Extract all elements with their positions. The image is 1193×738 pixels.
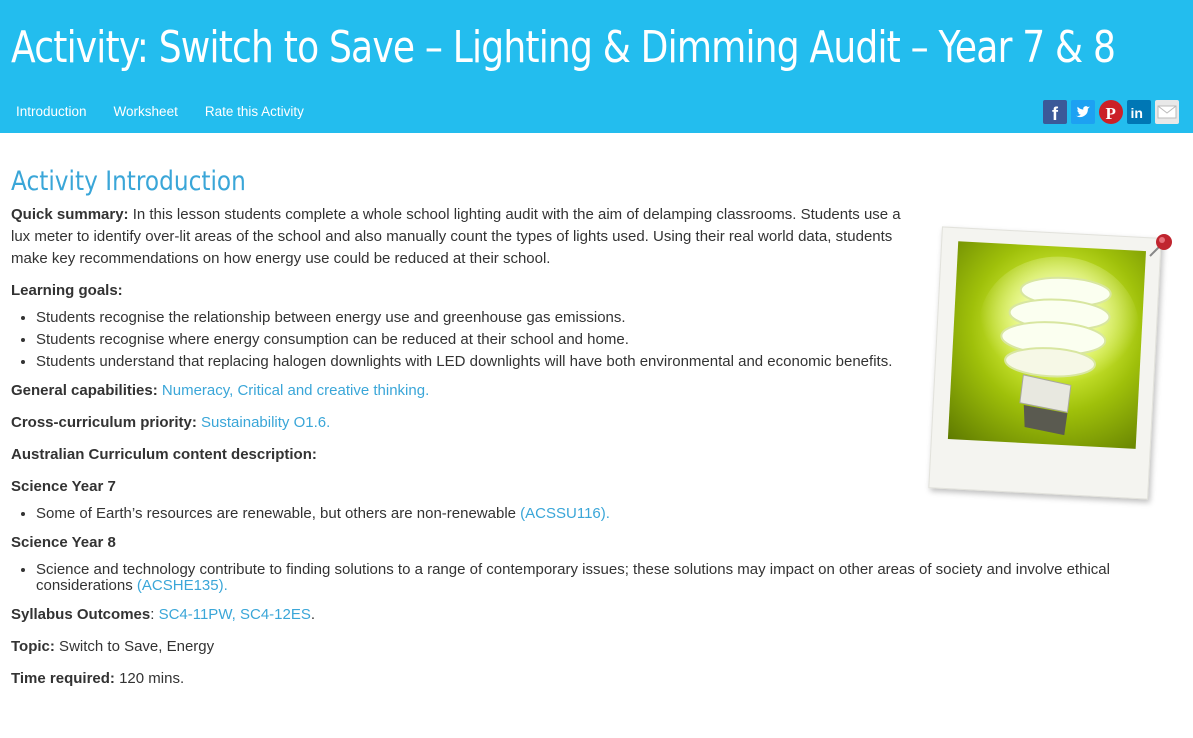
science-year7-item-text: Some of Earth’s resources are renewable, but others are non-renewable xyxy=(36,505,521,522)
nav-introduction[interactable]: Introduction xyxy=(16,104,87,119)
page-title: Activity: Switch to Save – Lighting & Dimming Audit – Year 7 & 8 xyxy=(11,22,1116,73)
list-item: • Students recognise where energy consumption can be reduced at their school and home. xyxy=(36,332,911,348)
list-item: • Students understand that replacing halogen downlights with LED downlights will have both environmental and economic benefits. xyxy=(36,354,911,370)
learning-goals-label: Learning goals: xyxy=(11,282,123,299)
facebook-icon[interactable] xyxy=(1043,100,1067,124)
page-header xyxy=(0,0,1193,133)
syllabus-end: . xyxy=(310,606,316,623)
twitter-icon[interactable] xyxy=(1071,100,1095,124)
syllabus-link[interactable]: SC4-11PW, SC4-12ES xyxy=(158,606,311,623)
syllabus-outcomes xyxy=(11,604,911,626)
general-capabilities-link[interactable]: Numeracy, Critical and creative thinking. xyxy=(161,382,430,399)
general-capabilities-label: General capabilities: xyxy=(11,382,158,399)
topic-label: Topic: xyxy=(11,638,55,655)
lightbulb-image xyxy=(948,241,1146,449)
nav-bar xyxy=(16,104,331,119)
nav-rate-activity[interactable]: Rate this Activity xyxy=(204,104,304,119)
list-item xyxy=(36,506,911,522)
science-year8-label: Science Year 8 xyxy=(11,534,116,551)
pushpin-icon xyxy=(1140,226,1180,266)
cross-curriculum-label: Cross-curriculum priority: xyxy=(11,414,197,431)
nav-worksheet[interactable]: Worksheet xyxy=(113,104,178,119)
cross-curriculum xyxy=(11,412,911,434)
time-text: 120 mins. xyxy=(114,670,185,687)
quick-summary xyxy=(11,204,906,270)
science-year7-list xyxy=(36,506,911,522)
science-year7-label: Science Year 7 xyxy=(11,478,116,495)
list-item: • Students recognise the relationship between energy use and greenhouse gas emissions. xyxy=(36,310,911,326)
svg-text:in: in xyxy=(1130,105,1143,121)
section-title: Activity Introduction xyxy=(11,166,246,197)
science-year8-list xyxy=(36,562,1193,594)
australian-curriculum-label: Australian Curriculum content description: xyxy=(11,446,317,463)
time-required xyxy=(11,668,911,690)
pinterest-icon[interactable] xyxy=(1099,100,1123,124)
linkedin-icon[interactable] xyxy=(1127,100,1151,124)
topic-text: Switch to Save, Energy xyxy=(54,638,215,655)
social-share-bar xyxy=(1043,100,1179,124)
general-capabilities xyxy=(11,380,911,402)
main-content xyxy=(11,163,1110,690)
list-item xyxy=(36,562,1193,594)
acssu116-link[interactable]: (ACSSU116). xyxy=(520,505,610,522)
syllabus-colon: : xyxy=(150,606,159,623)
topic xyxy=(11,636,911,658)
quick-summary-label: Quick summary: xyxy=(11,206,129,223)
time-label: Time required: xyxy=(11,670,115,687)
acshe135-link[interactable]: (ACSHE135). xyxy=(136,577,228,594)
learning-goals-list xyxy=(36,310,911,370)
syllabus-label: Syllabus Outcomes xyxy=(11,606,151,623)
email-icon[interactable] xyxy=(1155,100,1179,124)
quick-summary-text: In this lesson students complete a whole school lighting audit with the aim of delamping classrooms. Students use a lux meter to identify over-lit areas of the school and also manually count the types of lights used. Using their real world data, students make key recommendations on how energy use could be reduced at their school. xyxy=(11,206,901,267)
svg-text:f: f xyxy=(1052,104,1058,124)
svg-text:P: P xyxy=(1105,104,1116,123)
lightbulb-photo-frame xyxy=(928,226,1161,499)
science-year8-item-text: Science and technology contribute to finding solutions to a range of contemporary issues; these solutions may impact on other areas of society and involve ethical considerations xyxy=(36,561,1110,594)
cross-curriculum-link[interactable]: Sustainability O1.6. xyxy=(201,414,331,431)
